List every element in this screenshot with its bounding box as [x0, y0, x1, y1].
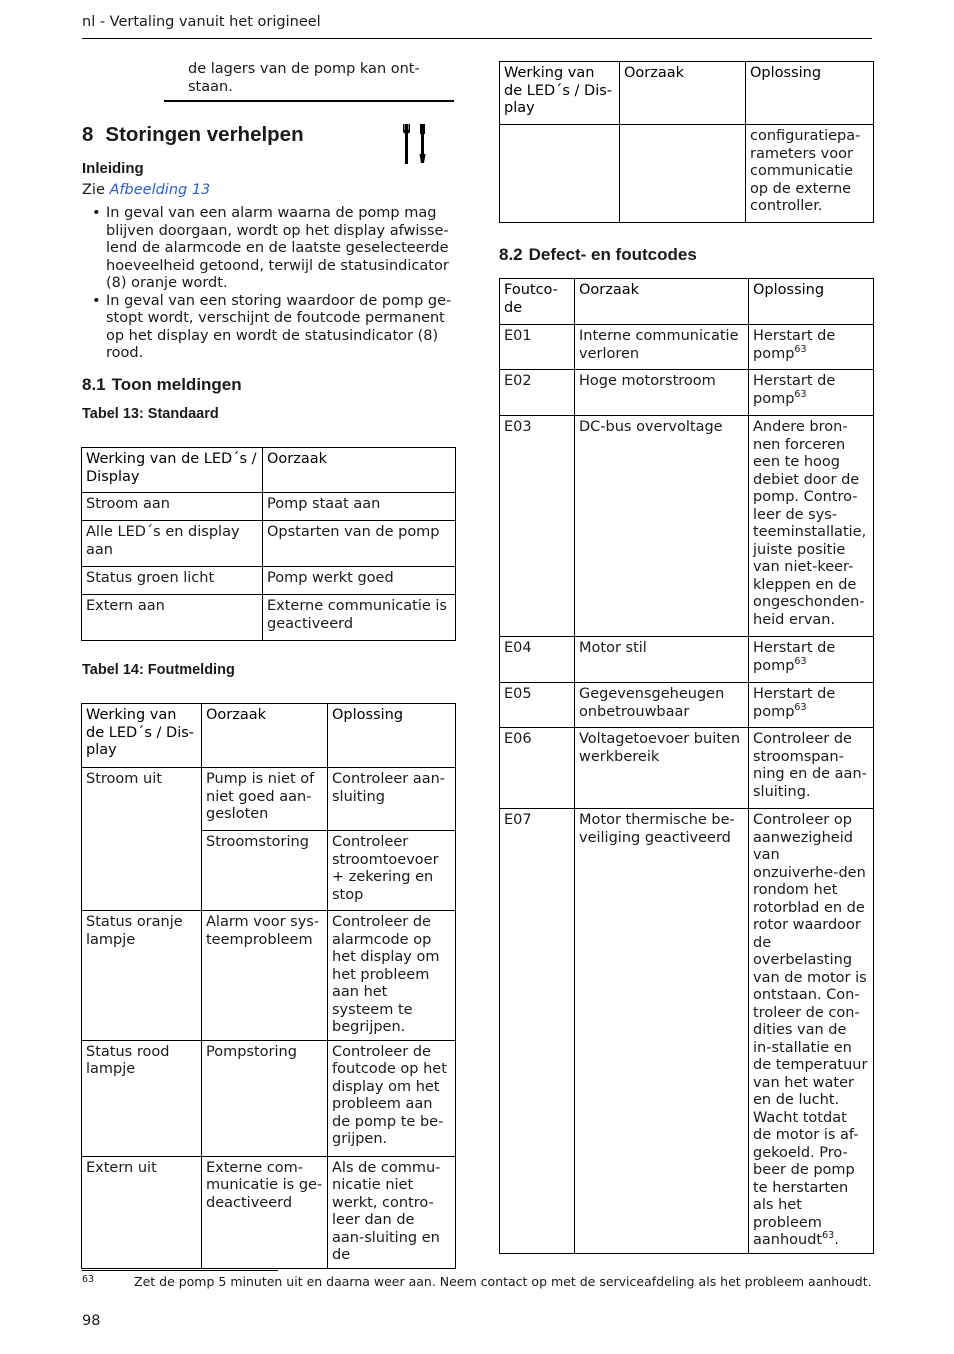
table-cell: Controleer de stroomspan-ning en de aan-sluiting.: [749, 728, 874, 809]
table-cell: Extern uit: [82, 1156, 202, 1268]
fault-code-cell: E05: [500, 683, 575, 728]
header-divider: [82, 38, 872, 39]
footnote-ref[interactable]: 63: [794, 388, 807, 400]
table-row: [82, 567, 456, 595]
figure-reference: [82, 182, 210, 198]
table-13-caption: Tabel 13: Standaard: [82, 406, 219, 422]
list-item: • In geval van een alarm waarna de pomp mag blijven doorgaan, wordt op het display afwisse-lend de alarmcode en de laatste geselecteerde hoeveelheid getoond, terwijl de statusindicator (8) oranje wordt.: [92, 205, 462, 293]
table-cell: Pump is niet of niet goed aan-gesloten: [202, 768, 328, 831]
table-header-cell: Oplossing: [749, 279, 874, 325]
fault-code-cell: E02: [500, 370, 575, 416]
footnote-ref[interactable]: 63: [794, 343, 807, 355]
table-cell: Als de commu-nicatie niet werkt, contro-leer dan de aan-sluiting en de: [328, 1156, 456, 1268]
footnote-number: 63: [82, 1274, 95, 1285]
table-cell: [749, 325, 874, 370]
table-cell: Extern aan: [82, 595, 263, 641]
solution-text: Herstart de pomp: [753, 373, 836, 407]
table-cell: Externe communicatie is geactiveerd: [263, 595, 456, 641]
solution-text: Herstart de pomp: [753, 640, 836, 674]
fault-code-cell: E06: [500, 728, 575, 809]
figure-link[interactable]: Afbeelding 13: [109, 182, 211, 198]
table-cell: Status oranje lampje: [82, 911, 202, 1041]
table-cell: Interne communicatie verloren: [575, 325, 749, 370]
running-header: nl - Vertaling vanuit het origineel: [82, 14, 321, 30]
table-header-row: [82, 448, 456, 493]
section-number: 8.2: [499, 245, 523, 264]
table-header-row: [82, 704, 456, 768]
footnote-divider: [82, 1270, 278, 1271]
table-header-cell: Oorzaak: [202, 704, 328, 768]
table-cell: Pompstoring: [202, 1040, 328, 1156]
table-cell: Controleer aan-sluiting: [328, 768, 456, 831]
table-row: [500, 416, 874, 637]
footnote-ref[interactable]: 63: [794, 655, 807, 667]
table-row: [82, 768, 456, 831]
section-heading-8-2: [499, 245, 697, 265]
fault-code-cell: E03: [500, 416, 575, 637]
table-row: [500, 728, 874, 809]
table-cell: Stroom aan: [82, 493, 263, 521]
table-row: [500, 809, 874, 1254]
table-cell: Status rood lampje: [82, 1040, 202, 1156]
fault-code-cell: E07: [500, 809, 575, 1254]
section-title: Defect- en foutcodes: [528, 245, 697, 264]
table-header-cell: Werking van de LED´s / Dis-play: [500, 62, 620, 125]
table-cell: Pomp werkt goed: [263, 567, 456, 595]
table-header-cell: Werking van de LED´s / Display: [82, 448, 263, 493]
table-cell: Voltagetoevoer buiten werkbereik: [575, 728, 749, 809]
table-cell: Controleer de foutcode op het display om het probleem aan de pomp te be-grijpen.: [328, 1040, 456, 1156]
section-title: Toon meldingen: [111, 375, 242, 394]
tools-icon: [402, 124, 430, 164]
solution-text: Herstart de pomp: [753, 686, 836, 720]
continued-note: de lagers van de pomp kan ont-staan.: [188, 61, 420, 95]
table-cell: Status groen licht: [82, 567, 263, 595]
table-row: [82, 1040, 456, 1156]
table-13: [81, 447, 456, 641]
table-cell: Pomp staat aan: [263, 493, 456, 521]
footnote-ref[interactable]: 63: [794, 701, 807, 713]
table-cell: Externe com-municatie is ge-deactiveerd: [202, 1156, 328, 1268]
section-number: 8.1: [82, 375, 106, 394]
table-cell: [749, 809, 874, 1254]
table-cell: Hoge motorstroom: [575, 370, 749, 416]
fault-code-cell: E01: [500, 325, 575, 370]
note-divider: [164, 100, 454, 102]
table-header-cell: Oplossing: [746, 62, 874, 125]
table-cell: Motor thermische be-veiliging geactiveerd: [575, 809, 749, 1254]
table-cell: configuratiepa-rameters voor communicatie op de externe controller.: [746, 125, 874, 223]
solution-text: Herstart de pomp: [753, 328, 836, 362]
zie-prefix: Zie: [82, 182, 105, 198]
table-cell: [749, 637, 874, 683]
table-row: [500, 683, 874, 728]
table-cell: DC-bus overvoltage: [575, 416, 749, 637]
table-14-continued: [499, 61, 874, 223]
list-item: • In geval van een storing waardoor de pomp ge-stopt wordt, verschijnt de foutcode permanent op het display en wordt de statusindicator (8) rood.: [92, 293, 462, 363]
section-title: Storingen verhelpen: [105, 123, 304, 146]
table-row: [82, 493, 456, 521]
table-header-row: [500, 279, 874, 325]
table-row: [82, 1156, 456, 1268]
table-header-cell: Oplossing: [328, 704, 456, 768]
table-cell: [620, 125, 746, 223]
sentence-end: .: [834, 1232, 839, 1248]
intro-bullet-list: [92, 205, 462, 363]
table-cell: [749, 370, 874, 416]
section-number: 8: [82, 123, 94, 146]
table-cell: Motor stil: [575, 637, 749, 683]
table-header-cell: Oorzaak: [263, 448, 456, 493]
table-cell: Controleer stroomtoevoer + zekering en stop: [328, 831, 456, 911]
table-header-cell: Oorzaak: [620, 62, 746, 125]
fault-codes-table: [499, 278, 874, 1254]
table-cell: Gegevensgeheugen onbetrouwbaar: [575, 683, 749, 728]
footnote-ref[interactable]: 63: [822, 1230, 835, 1242]
table-header-cell: Oorzaak: [575, 279, 749, 325]
table-row: [500, 637, 874, 683]
table-cell: Stroomstoring: [202, 831, 328, 911]
inleiding-heading: Inleiding: [82, 160, 144, 177]
table-cell: [749, 683, 874, 728]
table-cell: [500, 125, 620, 223]
section-heading-8-1: [82, 375, 242, 395]
table-cell: Stroom uit: [82, 768, 202, 911]
table-header-row: [500, 62, 874, 125]
table-header-cell: Werking van de LED´s / Dis-play: [82, 704, 202, 768]
table-header-cell: Foutco-de: [500, 279, 575, 325]
fault-code-cell: E04: [500, 637, 575, 683]
table-cell: Opstarten van de pomp: [263, 521, 456, 567]
section-heading-8: [82, 123, 304, 147]
table-row: [82, 595, 456, 641]
table-cell: Andere bron-nen forceren een te hoog debiet door de pomp. Contro-leer de sys-teeminstallatie, juiste positie van niet-keer-kleppen en de ongeschonden-heid ervan.: [749, 416, 874, 637]
footnote-text: Zet de pomp 5 minuten uit en daarna weer aan. Neem contact op met de serviceafdeling als het probleem aanhoudt.: [134, 1274, 872, 1289]
table-row: [82, 521, 456, 567]
table-row: [500, 125, 874, 223]
table-14-caption: Tabel 14: Foutmelding: [82, 662, 235, 678]
table-14: [81, 703, 456, 1269]
table-row: [82, 911, 456, 1041]
table-row: [500, 370, 874, 416]
table-row: [500, 325, 874, 370]
table-cell: Alarm voor sys-teemprobleem: [202, 911, 328, 1041]
table-cell: Alle LED´s en display aan: [82, 521, 263, 567]
page-number: 98: [82, 1313, 101, 1329]
solution-text: Controleer op aanwezigheid van onzuiverhe-den rondom het rotorblad en de rotor waardoor de overbelasting van de motor is ontstaan. Con-troleer de con-dities van de in-stallatie en de temperatuur van het water en de lucht. Wacht totdat de motor is af-gekoeld. Pro-beer de pomp te herstarten als het probleem aanhoudt: [753, 812, 868, 1248]
table-cell: Controleer de alarmcode op het display om het probleem aan het systeem te begrijpen.: [328, 911, 456, 1041]
